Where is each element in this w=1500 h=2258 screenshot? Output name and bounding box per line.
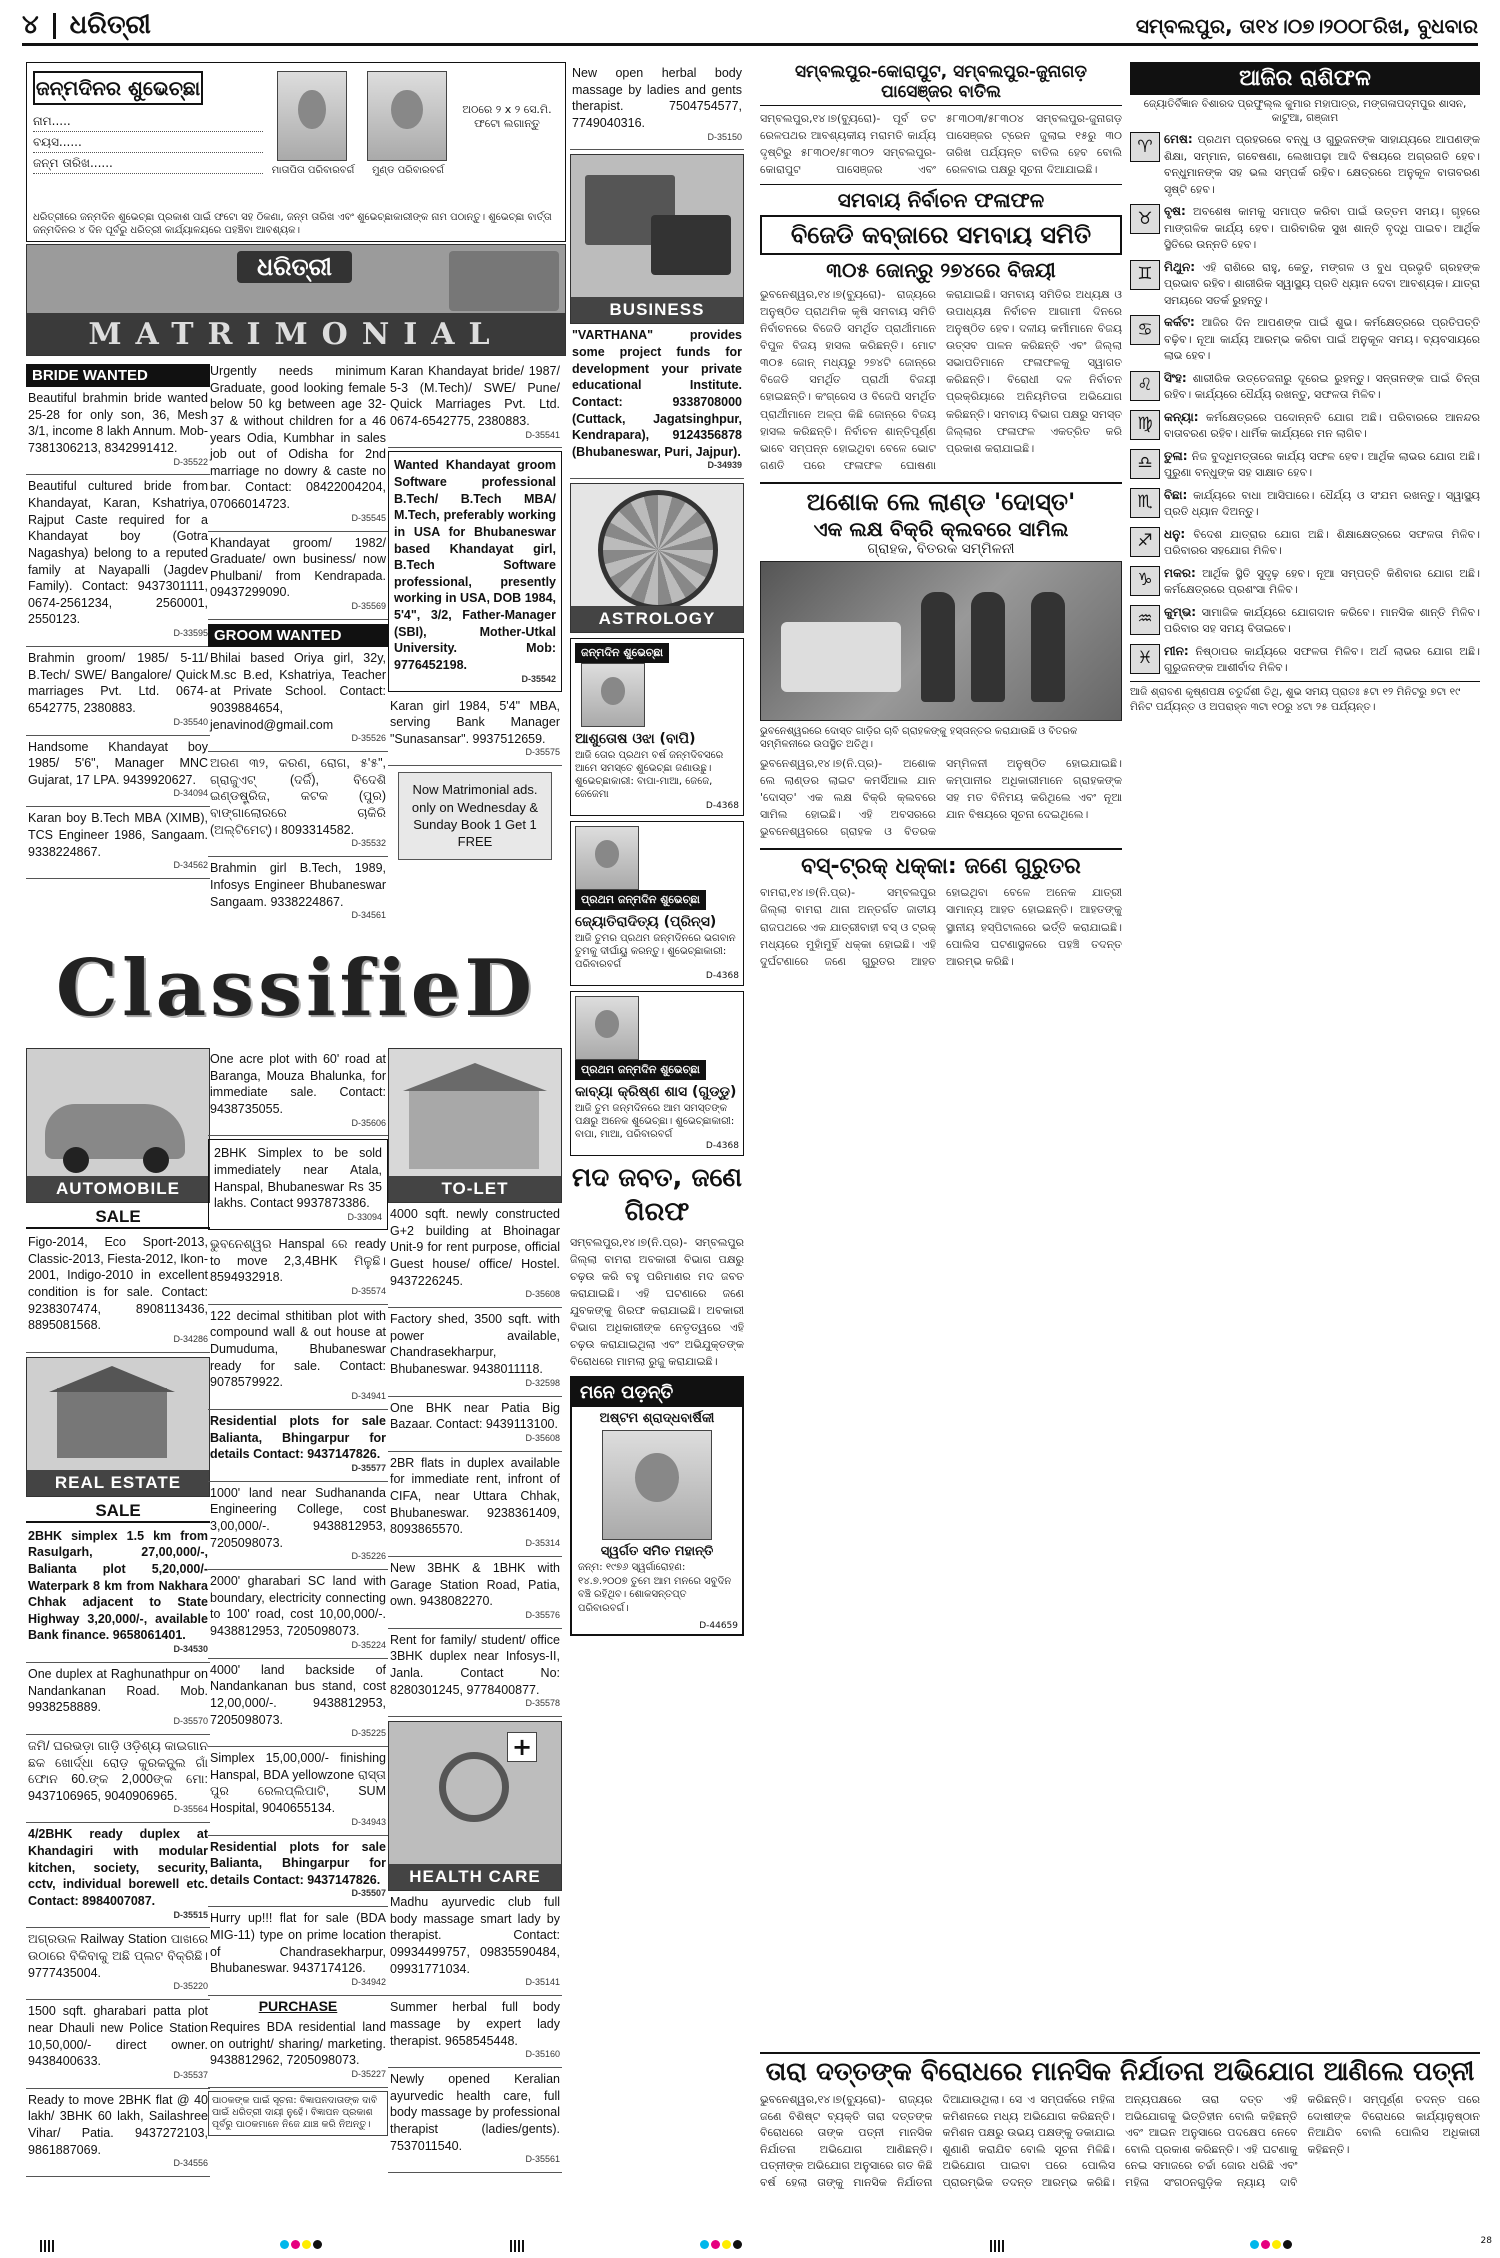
horoscope-sign: [1130, 369, 1480, 404]
business-image: [570, 154, 744, 324]
classified-ad: 2000' gharabari SC land with boundary, electricity connecting to 100' road, cost 10,00,000/-. 9438812953, 7205098073. D-35224: [208, 1570, 388, 1658]
automobile-label: AUTOMOBILE: [27, 1176, 209, 1202]
zodiac-name: ସିଂହ:: [1164, 370, 1187, 385]
obituary-text: ଜନ୍ମ: ୧୯୭୬ ସ୍ୱର୍ଗାରୋହଣ: ୧୪.୭.୨୦୦୭ ତୁମେ ଆମ ମନରେ ସବୁଦିନ ବଞ୍ଚି ରହିଥିବ। ଶୋକସନ୍ତପ୍ତ ପରିବାରବର୍ଗ।: [578, 1562, 732, 1614]
zodiac-forecast: ନିଜ ବୁଦ୍ଧିମତ୍ତାରେ କାର୍ଯ୍ୟ ସଫଳ ହେବ। ଆର୍ଥିକ ଲାଭର ଯୋଗ ଅଛି। ପୁରୁଣା ବନ୍ଧୁଙ୍କ ସହ ସାକ୍ଷାତ ହେବ।: [1164, 449, 1480, 480]
zodiac-icon: ♏: [1130, 488, 1160, 518]
dost-event-photo: [760, 561, 1122, 721]
birthday-message: ଆଜି ତୁମର ପ୍ରଥମ ଜନ୍ମଦିନରେ ଭଗବାନ ତୁମକୁ ଦୀର୍ଘାୟୁ କରନ୍ତୁ। ଶୁଭେଚ୍ଛାକାରୀ: ପରିବାରବର୍ଗ: [575, 933, 736, 971]
automobile-image: [26, 1048, 210, 1203]
classified-ad: Residential plots for sale Balianta, Bhingarpur for details Contact: 9437147826. D-35507: [208, 1836, 388, 1908]
birthday-child-name: ଆଶୁତୋଷ ଓଝା (ବାପି): [575, 731, 696, 748]
classified-ad: ଅଗ୍ରଉଳ Railway Station ପାଖରେ ଉଠାରେ ବିକିବାକୁ ଅଛି ପ୍ଲଟ ବିକ୍ରିଛି। 9777435004. D-35220: [26, 1928, 210, 2000]
cooperative-kicker: ସମବାୟ ନିର୍ବାଚନ ଫଳାଫଳ: [760, 184, 1122, 212]
business-label: BUSINESS: [571, 297, 743, 323]
horoscope-sign: [1130, 313, 1480, 365]
horoscope-sign: [1130, 564, 1480, 599]
zodiac-name: ମେଷ:: [1164, 132, 1193, 147]
registration-bar: [990, 2240, 1004, 2252]
zodiac-forecast: ବିଦେଶ ଯାତ୍ରାର ଯୋଗ ଅଛି। ଶିକ୍ଷାକ୍ଷେତ୍ରରେ ସଫଳତା ମିଳିବ। ପରିବାରର ସହଯୋଗ ମିଳିବ।: [1164, 527, 1480, 558]
accident-headline: ବସ୍-ଟ୍ରକ୍ ଧକ୍କା: ଜଣେ ଗୁରୁତର: [760, 848, 1122, 881]
classified-ad: ଜମି/ ଘରଭଡ଼ା ଗାଡ଼ି ଓଡ଼ିଶ୍ୟ କାଇଗାନ ଛକ ଖୋର୍ଦ୍ଧା ରୋଡ଼ କୁରକନ୍ଗ୍ଲ ଗାଁ ଫୋନ 60.ଙ୍କ 2,000ଙ୍କ ମୋ: 9437106965, 9040906965. D-35564: [26, 1735, 210, 1823]
child-photo: [575, 996, 639, 1060]
color-registration-marks: [1250, 2240, 1292, 2249]
birthday-field-name: ନାମ.....: [33, 111, 263, 132]
classified-ad: 1500 sqft. gharabari patta plot near Dhauli new Police Station 10,50,000/- direct owner. 9438400633. D-35537: [26, 2000, 210, 2088]
page-header-left: [22, 10, 151, 41]
classified-ad: 4000' land backside of Nandankanan bus stand, cost 12,00,000/-. 9438812953, 7205098073. D-35225: [208, 1659, 388, 1747]
birthday-child-name: ଜ୍ୟୋତିରାଦିତ୍ୟ (ପ୍ରିନ୍ସ): [575, 914, 717, 931]
health-care-image: + HEALTH CARE: [388, 1721, 562, 1891]
classified-col-a: [26, 1048, 210, 2236]
zodiac-icon: ♓: [1130, 644, 1160, 674]
classified-ad: New 3BHK & 1BHK with Garage Station Road, Patia, own. 9438082270. D-35576: [388, 1557, 562, 1629]
bride-image: [449, 251, 559, 311]
classified-ad: Residential plots for sale Balianta, Bhingarpur for details Contact: 9437147826. D-35577: [208, 1410, 388, 1482]
matrimonial-ad: Brahmin girl B.Tech, 1989, Infosys Engineer Bhubaneswar Sangaam. 9338224867. D-34561: [208, 857, 388, 928]
color-registration-marks: [700, 2240, 742, 2249]
color-registration-marks: [280, 2240, 322, 2249]
horoscope-author: ଜ୍ୟୋତିର୍ବିଜ୍ଞାନ ବିଶାରଦ ପ୍ରଫୁଲ୍ଲ କୁମାର ମହାପାତ୍ର, ମଙ୍ଗଳାପଦ୍ମପୁର ଶାସନ, କାଟୁଆ, ଗଞ୍ଜାମ: [1143, 98, 1467, 124]
birthday-wish-3: [570, 991, 744, 1156]
train-cancel-story: ସମ୍ବଲପୁର,୧୪।୭(ବ୍ୟୁରୋ)- ପୂର୍ବ ତଟ ରେଳପଥର ଆବଶ୍ୟକୀୟ ମରାମତି କାର୍ଯ୍ୟ ଦୃଷ୍ଟିରୁ ୫୮୩୦୧/୫୮୩୦୨ ସମ୍ବଲପୁର-କୋରାପୁଟ ପାସେଞ୍ଜର ଏବଂ ୫୮୩୦୩/୫୮୩୦୪ ସମ୍ବଲପୁର-ଜୁନାଗଡ଼ ପାସେଞ୍ଜର ଟ୍ରେନ ଜୁଲାଇ ୧୫ରୁ ୩୦ ତାରିଖ ପର୍ଯ୍ୟନ୍ତ ବାତିଲ ହେବ ବୋଲି ରେଳବାଇ ପକ୍ଷରୁ ସୂଚନା ଦିଆଯାଇଛି।: [760, 112, 1122, 177]
page-folio: 28: [1480, 2236, 1492, 2246]
zodiac-forecast: କର୍ମକ୍ଷେତ୍ରରେ ପଦୋନ୍ନତି ଯୋଗ ଅଛି। ପରିବାରରେ ଆନନ୍ଦର ବାତାବରଣ ରହିବ। ଧାର୍ମିକ କାର୍ଯ୍ୟରେ ମନ ଲାଗିବ।: [1164, 410, 1480, 441]
birthday-wish-2: [570, 821, 744, 986]
classified-ad: 4000 sqft. newly constructed G+2 building at Bhoinagar Unit-9 for rent purpose, official Guest house/ office/ Hostel. 9437226245. D-35608: [388, 1203, 562, 1308]
zodiac-name: ବୃଷ:: [1164, 204, 1186, 219]
matrimonial-ad: ଅରଣ ୩୨, କରଣ, ରୋଗ, ୫'୫", ଗ୍ରାଜୁଏଟ୍ (ଦର୍ଜି), ବିଦେଶି ଇଣ୍ଡଷ୍ଟ୍ରିଜ, କଟକ (ପୁର) ବାଙ୍ଗାଲୋରରେ ଚାକିରି (ଅଲ୍‌ଟିମେଟ୍)। 8093314582. D-35532: [208, 752, 388, 857]
ad-code: D-4368: [705, 801, 739, 812]
zodiac-forecast: ସାମାଜିକ କାର୍ଯ୍ୟରେ ଯୋଗଦାନ କରିବେ। ମାନସିକ ଶାନ୍ତି ମିଳିବ। ପରିବାର ସହ ସମୟ ବିତାଇବେ।: [1164, 605, 1480, 636]
birthday-panel: [26, 62, 566, 242]
classified-ad: One duplex at Raghunathpur on Nandankanan Road. Mob. 9938258889. D-35570: [26, 1663, 210, 1735]
zodiac-name: ମିଥୁନ:: [1164, 259, 1196, 274]
zodiac-forecast: ପ୍ରଥମ ପ୍ରହରରେ ବନ୍ଧୁ ଓ ଗୁରୁଜନଙ୍କ ସାହାଯ୍ୟରେ ଆପଣଙ୍କ ଶିକ୍ଷା, ସମ୍ମାନ, ଗବେଷଣା, ଲେଖାପଢ଼ା ଆଦି ବିଷୟରେ ଅଗ୍ରଗତି ହେବ। ବନ୍ଧୁମାନଙ୍କ ସହ ଭଲ ସମ୍ପର୍କ ରହିବ। କ୍ଷେତ୍ରରେ ଅନୁକୂଳ ବାତାବରଣ ସୃଷ୍ଟି ହେବ।: [1164, 133, 1480, 196]
groom-wanted-heading: GROOM WANTED: [208, 624, 388, 647]
horoscope-column: [1130, 62, 1480, 2118]
birthday-photo-1: [277, 71, 347, 161]
birthday-field-dob: ଜନ୍ମ ତାରିଖ......: [33, 153, 263, 174]
birthday-tag: ଜନ୍ମଦିନ ଶୁଭେଚ୍ଛା: [575, 643, 669, 663]
matrimonial-ad: Bhilai based Oriya girl, 32y, M.sc B.ed, Kshatriya, Teacher at Private School. Contact: 9039884654, jenavinod@gmail.com D-35526: [208, 647, 388, 752]
disclaimer-note: ପାଠକଙ୍କ ପାଇଁ ସୂଚନା: ବିଜ୍ଞାପନଦାତାଙ୍କ ଦାବି ପାଇଁ ଧରିତ୍ରୀ ଦାୟୀ ନୁହେଁ। ବିଜ୍ଞାପନ ପ୍ରକାଶ ପୂର୍ବରୁ ପାଠକମାନେ ନିଜେ ଯାଞ୍ଚ କରି ନିଅନ୍ତୁ।: [208, 2091, 388, 2136]
health-care-label: HEALTH CARE: [389, 1864, 561, 1890]
zodiac-name: ମକର:: [1164, 565, 1196, 580]
matrimonial-ad: Karan boy B.Tech MBA (XIMB), TCS Engineer 1986, Sangaam. 9338224867. D-34562: [26, 807, 210, 879]
ad-code: D-4368: [705, 1141, 739, 1152]
birthday-message: ଆଜି ତୋର ପ୍ରଥମ ବର୍ଷ ଜନ୍ମଦିବସରେ ଆମେ ସମସ୍ତେ ଶୁଭେଚ୍ଛା ଜଣାଉଛୁ। ଶୁଭେଚ୍ଛାକାରୀ: ବାପା-ମାଆ, ଜେଜେ, ଜେଜେମା: [575, 750, 724, 801]
dost-story: ଭୁବନେଶ୍ୱର,୧୪।୭(ନି.ପ୍ର)- ଅଶୋକ ଲେ ଲାଣ୍ଡର ଲାଇଟ କମର୍ସିଆଲ ଯାନ 'ଦୋସ୍ତ' ଏକ ଲକ୍ଷ ବିକ୍ରି କ୍ଲବରେ ସାମିଲ ହୋଇଛି। ଏହି ଅବସରରେ ଭୁବନେଶ୍ୱରରେ ଗ୍ରାହକ ଓ ବିତରକ ସମ୍ମିଳନୀ ଅନୁଷ୍ଠିତ ହୋଇଯାଇଛି। କମ୍ପାନୀର ଅଧିକାରୀମାନେ ଗ୍ରାହକଙ୍କ ସହ ମତ ବିନିମୟ କରିଥିଲେ ଏବଂ ନୂଆ ଯାନ ବିଷୟରେ ସୂଚନା ଦେଇଥିଲେ।: [760, 756, 1122, 838]
dost-subheadline-2: ଗ୍ରାହକ, ବିତରକ ସମ୍ମିଳନୀ: [867, 540, 1015, 557]
wide-story: [760, 2052, 1480, 2191]
matrimonial-banner: [26, 244, 566, 356]
zodiac-name: ମୀନ:: [1164, 643, 1189, 658]
astrology-image: [570, 483, 744, 633]
classified-ad: Simplex 15,00,000/- finishing Hanspal, BDA yellowzone ରାସ୍ତା ପୁର ରେଲପ୍ଲିପାଟି, SUM Hospital, 9040655134. D-34943: [208, 1747, 388, 1835]
classified-ad: 4/2BHK ready duplex at Khandagiri with modular kitchen, society, security, cctv, individual borewell etc. Contact: 8984007087. D-35515: [26, 1823, 210, 1928]
wide-story-body: ଭୁବନେଶ୍ୱର,୧୪।୭(ବ୍ୟୁରୋ)- ରାଜ୍ୟର ଜଣେ ବିଶିଷ୍ଟ ବ୍ୟକ୍ତି ତାରା ଦତ୍ତଙ୍କ ବିରୋଧରେ ତାଙ୍କ ପତ୍ନୀ ମାନସିକ ନିର୍ଯାତନା ଅଭିଯୋଗ ଆଣିଛନ୍ତି। ପତ୍ନୀଙ୍କ ଅଭିଯୋଗ ଅନୁସାରେ ଗତ କିଛି ବର୍ଷ ହେଲା ତାଙ୍କୁ ମାନସିକ ନିର୍ଯାତନା ଦିଆଯାଉଥିଲା। ସେ ଏ ସମ୍ପର୍କରେ ମହିଳା କମିଶନରେ ମଧ୍ୟ ଅଭିଯୋଗ କରିଛନ୍ତି। କମିଶନ ପକ୍ଷରୁ ଉଭୟ ପକ୍ଷଙ୍କୁ ଡକାଯାଇ ଶୁଣାଣି କରାଯିବ ବୋଲି ସୂଚନା ମିଳିଛି। ଅଭିଯୋଗ ପାଇବା ପରେ ପୋଲିସ ପ୍ରାରମ୍ଭିକ ତଦନ୍ତ ଆରମ୍ଭ କରିଛି। ଅନ୍ୟପକ୍ଷରେ ତାରା ଦତ୍ତ ଏହି ଅଭିଯୋଗକୁ ଭିତ୍ତିହୀନ ବୋଲି କହିଛନ୍ତି ଏବଂ ଆଇନ ଅନୁସାରେ ପଦକ୍ଷେପ ନେବେ ବୋଲି ପ୍ରକାଶ କରିଛନ୍ତି। ଏହି ଘଟଣାକୁ ନେଇ ସମାଜରେ ଚର୍ଚ୍ଚା ଜୋର ଧରିଛି ଏବଂ ମହିଳା ସଂଗଠନଗୁଡ଼ିକ ନ୍ୟାୟ ଦାବି କରିଛନ୍ତି। ସମ୍ପୂର୍ଣ୍ଣ ତଦନ୍ତ ପରେ ଦୋଷୀଙ୍କ ବିରୋଧରେ କାର୍ଯ୍ୟାନୁଷ୍ଠାନ ନିଆଯିବ ବୋଲି ପୋଲିସ ଅଧିକାରୀ କହିଛନ୍ତି।: [760, 2093, 1480, 2189]
news-column: [760, 62, 1122, 2118]
classified-ad: 2BR flats in duplex available for immediate rent, infront of CIFA, near Uttara Chhak, Bhubaneswar. 9238361409, 8093865570. D-35314: [388, 1452, 562, 1557]
classified-ad: 122 decimal sthitiban plot with compound wall & out house at Dumuduma, Bhubaneswar ready for sale. Contact: 9078579922. D-34941: [208, 1305, 388, 1410]
classified-ad: 2BHK simplex 1.5 km from Rasulgarh, 27,00,000/-, Balianta plot 5,20,000/- Waterpark 8 km from Nakhara Chhak adjacent to State Highway 3,20,000/-, available Bank finance. 9658061401. D-34530: [26, 1525, 210, 1663]
matrimonial-col-b: [208, 360, 388, 928]
obituary-heading: ମନେ ପଡ଼ନ୍ତି: [572, 1378, 742, 1407]
birthday-fields: [33, 111, 263, 174]
zodiac-icon: ♐: [1130, 527, 1160, 557]
sale-heading: SALE: [26, 1501, 210, 1523]
accident-story: ବାମରା,୧୪।୭(ନି.ପ୍ର)- ସମ୍ବଲପୁର ଜିଲ୍ଲା ବାମରା ଥାନା ଅନ୍ତର୍ଗତ ଜାତୀୟ ରାଜପଥରେ ଏକ ଯାତ୍ରୀବାହୀ ବସ୍ ଓ ଟ୍ରକ୍ ମଧ୍ୟରେ ମୁହାଁମୁହିଁ ଧକ୍କା ହୋଇଛି। ଏହି ଦୁର୍ଘଟଣାରେ ଜଣେ ଗୁରୁତର ଆହତ ହୋଇଥିବା ବେଳେ ଅନେକ ଯାତ୍ରୀ ସାମାନ୍ୟ ଆହତ ହୋଇଛନ୍ତି। ଆହତଙ୍କୁ ସ୍ଥାନୀୟ ହସ୍ପିଟାଲରେ ଭର୍ତ୍ତି କରାଯାଇଛି। ପୋଲିସ ଘଟଣାସ୍ଥଳରେ ପହଞ୍ଚି ତଦନ୍ତ ଆରମ୍ଭ କରିଛି।: [760, 886, 1122, 968]
classified-ad: Hurry up!!! flat for sale (BDA MIG-11) type on prime location of Chandrasekharpur, Bhubaneswar. 9437174126. D-34942: [208, 1907, 388, 1995]
child-photo: [581, 663, 645, 727]
classified-ad-varthana: "VARTHANA" provides some project funds for development your private educational Institute. Contact: 9338708000 (Cuttack, Jagatsinghpur, Kendrapara), 9124356878 (Bhubaneswar, Puri, Jajpur). D-34939: [570, 324, 744, 479]
zodiac-icon: ♎: [1130, 449, 1160, 479]
zodiac-forecast: ଶାରୀରିକ ଉତ୍ତେଜନାରୁ ଦୂରେଇ ରୁହନ୍ତୁ। ସନ୍ତାନଙ୍କ ପାଇଁ ଚିନ୍ତା ରହିବ। କାର୍ଯ୍ୟରେ ଧୈର୍ଯ୍ୟ ରଖନ୍ତୁ, ସଫଳତା ମିଳିବ।: [1164, 371, 1480, 402]
zodiac-name: ବିଛା:: [1164, 487, 1188, 502]
birthday-tag: ପ୍ରଥମ ଜନ୍ମଦିନ ଶୁଭେଚ୍ଛା: [575, 1060, 706, 1080]
zodiac-icon: ♒: [1130, 605, 1160, 635]
horoscope-sign: [1130, 202, 1480, 254]
matrimonial-ad: Khandayat groom/ 1982/ Graduate/ own business/ now Phulbani/ from Kendrapada. 09437299090. D-35569: [208, 532, 388, 620]
purchase-heading: PURCHASE: [258, 1997, 338, 2014]
matrimonial-ad-featured: Wanted Khandayat groom Software professional B.Tech/ B.Tech MBA/ M.Tech, preferably working in USA for Bhubaneswar based Khandayat girl, B.Tech Software professional, presently working in USA, DOB 1984, 5'4", 3/2, Father-Manager (SBI), Mother-Utkal University. Mob: 9776452198. D-35542: [388, 451, 562, 691]
page-number-label: ୪: [22, 10, 39, 40]
matrimonial-ad: Beautiful cultured bride from Khandayat, Karan, Kshatriya, Rajput Caste required for a Khandayat boy (Gotra Nagashya) belong to a reputed family at Nayapalli (Jagdev Family). Contact: 9437301111, 0674-2561234, 2560001, 2550123. D-33595: [26, 475, 210, 647]
birthday-message: ଆଜି ତୁମ ଜନ୍ମଦିନରେ ଆମ ସମସ୍ତଙ୍କ ପକ୍ଷରୁ ଅନେକ ଶୁଭେଚ୍ଛା। ଶୁଭେଚ୍ଛାକାରୀ: ବାପା, ମାଆ, ପରିବାରବର୍ଗ: [575, 1103, 735, 1141]
matrimonial-banner-word: MATRIMONIAL: [27, 313, 565, 355]
wide-story-headline: ତାରା ଦତ୍ତଙ୍କ ବିରୋଧରେ ମାନସିକ ନିର୍ଯାତନା ଅଭିଯୋଗ ଆଣିଲେ ପତ୍ନୀ: [760, 2052, 1480, 2088]
dost-headline: ଅଶୋକ ଲେ ଲାଣ୍ଡ 'ଦୋସ୍ତ': [760, 482, 1122, 517]
print-registration-strip: [0, 2240, 1500, 2254]
registration-bar: [40, 2240, 54, 2252]
classified-col-b: [208, 1048, 388, 2236]
registration-bar: [510, 2240, 524, 2252]
astrology-label: ASTROLOGY: [571, 606, 743, 632]
zodiac-name: କୁମ୍ଭ:: [1164, 604, 1197, 619]
birthday-size-note: ଅଠରେ ୨ x ୨ ସେ.ମି. ଫଟୋ ଲଗାନ୍ତୁ: [462, 103, 552, 130]
matrimonial-logo: ଧରିତ୍ରୀ: [237, 251, 352, 283]
matrimonial-col-c: [388, 360, 562, 928]
classified-ad-boxed: 2BHK Simplex to be sold immediately near Atala, Hanspal, Bhubaneswar Rs 35 lakhs. Contact 9937873386. D-33094: [208, 1139, 388, 1229]
classified-ad: Factory shed, 3500 sqft. with power available, Chandrasekharpur, Bhubaneswar. 9438011118. D-32598: [388, 1308, 562, 1396]
zodiac-forecast: ଏହି ରାଶିରେ ରାହୁ, କେତୁ, ମଙ୍ଗଳ ଓ ବୁଧ ପ୍ରଭୃତି ଗ୍ରହଙ୍କ ପ୍ରଭାବ ରହିବ। ଶାରୀରିକ ସ୍ୱାସ୍ଥ୍ୟ ପ୍ରତି ଧ୍ୟାନ ଦେବା ଆବଶ୍ୟକ। ଯାତ୍ରା ସମୟରେ ସତର୍କ ରୁହନ୍ତୁ।: [1164, 260, 1480, 307]
page-header: [22, 8, 1478, 46]
birthday-wish-1: [570, 638, 744, 816]
classified-ad: ଭୁବନେଶ୍ୱର Hanspal ରେ ready to move 2,3,4BHK ମିଳୁଛି। 8594932918. D-35574: [208, 1233, 388, 1305]
zodiac-name: ଧନୁ:: [1164, 526, 1186, 541]
zodiac-name: କର୍କଟ:: [1164, 315, 1195, 330]
sale-heading: SALE: [26, 1207, 210, 1229]
zodiac-name: କନ୍ୟା:: [1164, 409, 1199, 424]
birthday-field-age: ବୟସ......: [33, 132, 263, 153]
to-let-label: TO-LET: [389, 1176, 561, 1202]
birthday-note: ଧରିତ୍ରୀରେ ଜନ୍ମଦିନ ଶୁଭେଚ୍ଛା ପ୍ରକାଶ ପାଇଁ ଫଟୋ ସହ ଠିକଣା, ଜନ୍ମ ତାରିଖ ଏବଂ ଶୁଭେଚ୍ଛାକାରୀଙ୍କ ନାମ ପଠାନ୍ତୁ। ଶୁଭେଚ୍ଛା ବାର୍ତ୍ତା ଜନ୍ମଦିନର ୪ ଦିନ ପୂର୍ବରୁ ଧରିତ୍ରୀ କାର୍ଯ୍ୟାଳୟରେ ପହଞ୍ଚିବା ଆବଶ୍ୟକ।: [33, 212, 552, 236]
zodiac-icon: ♋: [1130, 315, 1160, 345]
horoscope-sign: [1130, 408, 1480, 443]
zodiac-forecast: ଆର୍ଥିକ ସ୍ଥିତି ସୁଦୃଢ଼ ହେବ। ନୂଆ ସମ୍ପତ୍ତି କିଣିବାର ଯୋଗ ଅଛି। କର୍ମକ୍ଷେତ୍ରରେ ପ୍ରଶଂସା ମିଳିବ।: [1164, 566, 1480, 597]
zodiac-icon: ♑: [1130, 566, 1160, 596]
classified-banner: ClassifieD: [55, 942, 537, 1034]
birthday-title: ଜନ୍ମଦିନର ଶୁଭେଚ୍ଛା: [33, 71, 203, 105]
cooperative-headline: ବିଜେଡି କବ୍‌ଜାରେ ସମବାୟ ସମିତି: [760, 215, 1122, 255]
zodiac-icon: ♍: [1130, 410, 1160, 440]
classified-ad: Summer herbal full body massage by expert lady therapist. 9658545448. D-35160: [388, 1996, 562, 2068]
horoscope-sign: [1130, 642, 1480, 677]
real-estate-image: [26, 1357, 210, 1497]
horoscope-sign: [1130, 130, 1480, 198]
matrimonial-ad: Karan girl 1984, 5'4" MBA, serving Bank Manager "Sunasansar". 9937512659. D-35575: [388, 695, 562, 767]
horoscope-sign: [1130, 486, 1480, 521]
classified-ad: New open herbal body massage by ladies and gents therapist. 7504754577, 7749040316. D-35150: [570, 62, 744, 150]
paper-name: ଧରିତ୍ରୀ: [69, 10, 151, 40]
matrimonial-col-a: [26, 360, 210, 928]
classified-ad: Rent for family/ student/ office 3BHK duplex near Infosys-II, Janla. Contact No: 8280301245, 9778400877. D-35578: [388, 1629, 562, 1717]
obituary-name: ସ୍ୱର୍ଗତ ସମିତ ମହାନ୍ତି: [600, 1544, 714, 1560]
matrimonial-ad: Brahmin groom/ 1985/ 5-11/ B.Tech/ SWE/ Bangalore/ Quick marriages Pvt. Ltd. 0674-6542775, 2380883. D-35540: [26, 647, 210, 735]
zodiac-name: ତୁଳା:: [1164, 448, 1188, 463]
zodiac-forecast: ନିଷ୍ଠାପର କାର୍ଯ୍ୟରେ ସଫଳତା ମିଳିବ। ଅର୍ଥ ଲାଭର ଯୋଗ ଅଛି। ଗୁରୁଜନଙ୍କ ଆଶୀର୍ବାଦ ମିଳିବ।: [1164, 644, 1480, 675]
matrimonial-ad: Karan Khandayat bride/ 1987/ 5-3 (M.Tech)/ SWE/ Pune/ Quick Marriages Pvt. Ltd. 0674-6542775, 2380883. D-35541: [388, 360, 562, 448]
photo-caption: ଭୁବନେଶ୍ୱରରେ ଦୋସ୍ତ ଗାଡ଼ିର ଚାବି ଗ୍ରାହକଙ୍କୁ ହସ୍ତାନ୍ତର କରାଯାଉଛି ଓ ବିତରକ ସମ୍ମିଳନୀରେ ଉପସ୍ଥିତ ଅତିଥି।: [760, 725, 1078, 750]
panchanga-note: ଆଜି ଶ୍ରାବଣ କୃଷ୍ଣପକ୍ଷ ଚତୁର୍ଦ୍ଦଶୀ ତିଥି, ଶୁଭ ସମୟ ପ୍ରାତଃ ୫ଟା ୧୨ ମିନିଟରୁ ୭ଟା ୧୯ ମିନିଟ ପର୍ଯ୍ୟନ୍ତ ଓ ଅପରାହ୍ନ ୩ଟା ୧୦ରୁ ୪ଟା ୨୫ ପର୍ଯ୍ୟନ୍ତ।: [1130, 681, 1480, 715]
classified-ad: Newly opened Keralian ayurvedic health care, full body massage by professional therapist (ladies/gents). 7537011540. D-35561: [388, 2068, 562, 2173]
obituary-photo: [602, 1430, 712, 1540]
bride-wanted-heading: BRIDE WANTED: [26, 364, 210, 387]
birthday-photo-2: [367, 71, 447, 161]
horoscope-sign: [1130, 258, 1480, 310]
classified-ad: One acre plot with 60' road at Baranga, Mouza Bhalunka, for immediate sale. Contact: 9438735055. D-35606: [208, 1048, 388, 1136]
obituary-subheading: ଅଷ୍ଟମ ଶ୍ରାଦ୍ଧବାର୍ଷିକୀ: [599, 1411, 715, 1427]
matrimonial-ad: Beautiful brahmin bride wanted 25-28 for only son, 36, Mesh 3/1, income 8 lakh Annum. Mob-7381306213, 8342991412. D-35522: [26, 387, 210, 475]
classified-ad: Requires BDA residential land on outright/ sharing/ marketing. 9438812962, 7205098073. D-35227: [208, 2016, 388, 2088]
zodiac-icon: ♈: [1130, 132, 1160, 162]
zodiac-icon: ♌: [1130, 371, 1160, 401]
classified-ad: One BHK near Patia Big Bazaar. Contact: 9439113100. D-35608: [388, 1397, 562, 1452]
child-photo: [575, 826, 639, 890]
real-estate-label: REAL ESTATE: [27, 1470, 209, 1496]
cooperative-subheadline: ୩୦୫ ଜୋନ୍‌ରୁ ୨୭୪ରେ ବିଜୟୀ: [826, 258, 1056, 283]
zodiac-icon: ♊: [1130, 260, 1160, 290]
dost-subheadline: ଏକ ଲକ୍ଷ ବିକ୍ରି କ୍ଲବରେ ସାମିଲ: [813, 516, 1069, 541]
classified-col-c: [388, 1048, 562, 2236]
classified-ad: Figo-2014, Eco Sport-2013, Classic-2013, Fiesta-2012, Ikon-2001, Indigo-2010 in excellent condition is for sale. Contact: 9238307474, 8908113436, 8895081568. D-34286: [26, 1231, 210, 1353]
crime-headline: ମଦ ଜବତ, ଜଣେ ଗିରଫ: [571, 1163, 743, 1228]
birthday-child-name: କାବ୍ୟା କ୍ରିଷ୍ଣ ଶାସ (ଗୁଡ୍ଡୁ): [575, 1084, 737, 1101]
classified-ad: Madhu ayurvedic club full body massage smart lady by therapist. Contact: 09934499757, 09835590484, 09931771034. D-35141: [388, 1891, 562, 1996]
ad-code: D-44659: [699, 1621, 738, 1632]
birthday-caption-right: ମୁଣ୍ଡ ପରିବାରବର୍ଗ: [372, 165, 444, 176]
business-column: [570, 62, 744, 2232]
classified-ad: Ready to move 2BHK flat @ 40 lakh/ 3BHK 60 lakh, Sailashree Vihar/ Patia. 9437272103, 9861887069. D-34556: [26, 2089, 210, 2177]
horoscope-sign: [1130, 525, 1480, 560]
header-divider: [53, 13, 56, 39]
classified-ad: 1000' land near Sudhananda Engineering College, cost 3,00,000/-. 9438812953, 7205098073. D-35226: [208, 1482, 388, 1570]
matrimonial-promo: Now Matrimonial ads. only on Wednesday & Sunday Book 1 Get 1 FREE: [398, 772, 552, 859]
ad-code: D-4368: [705, 971, 739, 982]
zodiac-forecast: କାର୍ଯ୍ୟରେ ବାଧା ଆସିପାରେ। ଧୈର୍ଯ୍ୟ ଓ ସଂଯମ ରଖନ୍ତୁ। ସ୍ୱାସ୍ଥ୍ୟ ପ୍ରତି ଧ୍ୟାନ ଦିଅନ୍ତୁ।: [1164, 488, 1480, 519]
dateline: ସମ୍ବଲପୁର, ତା୧୪।୦୭।୨୦୦୮ରିଖ, ବୁଧବାର: [1135, 13, 1478, 38]
crime-story: ସମ୍ବଲପୁର,୧୪।୭(ନି.ପ୍ର)- ସମ୍ବଲପୁର ଜିଲ୍ଲା ବାମରା ଅବକାରୀ ବିଭାଗ ପକ୍ଷରୁ ଚଢ଼ଉ କରି ବହୁ ପରିମାଣର ମଦ ଜବତ କରାଯାଇଛି। ଏହି ଘଟଣାରେ ଜଣେ ଯୁବକଙ୍କୁ ଗିରଫ କରାଯାଇଛି। ଅବକାରୀ ବିଭାଗ ଅଧିକାରୀଙ୍କ ନେତୃତ୍ୱରେ ଏହି ଚଢ଼ଉ କରାଯାଇଥିଲା ଏବଂ ଅଭିଯୁକ୍ତଙ୍କ ବିରୋଧରେ ମାମଲା ରୁଜୁ କରାଯାଇଛି।: [570, 1236, 744, 1369]
zodiac-icon: ♉: [1130, 204, 1160, 234]
horoscope-sign: [1130, 447, 1480, 482]
matrimonial-ad: Handsome Khandayat boy 1985/ 5'6", Manager MNC Gujarat, 17 LPA. 9439920627. D-34094: [26, 736, 210, 808]
train-cancel-headline: ସମ୍ବଲପୁର-କୋରାପୁଟ, ସମ୍ବଲପୁର-ଜୁନାଗଡ଼ ପାସେଞ୍ଜର ବାତିଲ: [760, 62, 1122, 106]
birthday-caption-left: ମାତାପିତା ପରିବାରବର୍ଗ: [271, 165, 355, 176]
horoscope-list: [1130, 130, 1480, 677]
matrimonial-ad: Urgently needs minimum Graduate, good looking female below 50 kg between age 32-37 & without children for a 46 years Odia, Kumbhar in sales job out of Odisha for 2nd marriage no dowry & caste no bar. Contact: 08422004204, 07066014723. D-35545: [208, 360, 388, 532]
zodiac-forecast: ଅବଶେଷ କାମକୁ ସମାପ୍ତ କରିବା ପାଇଁ ଉତ୍ତମ ସମୟ। ଗୃହରେ ମାଙ୍ଗଳିକ କାର୍ଯ୍ୟ ହେବ। ପାରିବାରିକ ସୁଖ ଶାନ୍ତି ବୃଦ୍ଧି ପାଇବ। ଆର୍ଥିକ ସ୍ଥିତିରେ ଉନ୍ନତି ହେବ।: [1164, 205, 1480, 252]
birthday-tag: ପ୍ରଥମ ଜନ୍ମଦିନ ଶୁଭେଚ୍ଛା: [575, 890, 706, 910]
cooperative-story: ଭୁବନେଶ୍ୱର,୧୪।୭(ବ୍ୟୁରୋ)- ରାଜ୍ୟରେ ଅନୁଷ୍ଠିତ ପ୍ରାଥମିକ କୃଷି ସମବାୟ ସମିତି ନିର୍ବାଚନରେ ବିଜେଡି ସମର୍ଥିତ ପ୍ରାର୍ଥୀମାନେ ବିପୁଳ ବିଜୟ ହାସଲ କରିଛନ୍ତି। ମୋଟ ୩୦୫ ଜୋନ୍‌ ମଧ୍ୟରୁ ୨୭୪ଟି ଜୋନ୍‌ରେ ବିଜେଡି ସମର୍ଥିତ ପ୍ରାର୍ଥୀ ବିଜୟୀ ହୋଇଛନ୍ତି। କଂଗ୍ରେସ ଓ ବିଜେପି ସମର୍ଥିତ ପ୍ରାର୍ଥୀମାନେ ଅଳ୍ପ କିଛି ଜୋନ୍‌ରେ ବିଜୟ ହାସଲ କରିଛନ୍ତି। ନିର୍ବାଚନ ଶାନ୍ତିପୂର୍ଣ୍ଣ ଭାବେ ସମ୍ପନ୍ନ ହୋଇଥିବା ବେଳେ ଭୋଟ ଗଣତି ପରେ ଫଳାଫଳ ଘୋଷଣା କରାଯାଇଛି। ସମବାୟ ସମିତିର ଅଧ୍ୟକ୍ଷ ଓ ଉପାଧ୍ୟକ୍ଷ ନିର୍ବାଚନ ଆଗାମୀ ଦିନରେ ଅନୁଷ୍ଠିତ ହେବ। ଦଳୀୟ କର୍ମୀମାନେ ବିଜୟ ଉତ୍ସବ ପାଳନ କରିଛନ୍ତି ଏବଂ ଜିଲ୍ଲା ସଭାପତିମାନେ ଫଳାଫଳକୁ ସ୍ୱାଗତ କରିଛନ୍ତି। ବିରୋଧୀ ଦଳ ନିର୍ବାଚନ ପ୍ରକ୍ରିୟାରେ ଅନିୟମିତତା ଅଭିଯୋଗ କରିଛନ୍ତି। ସମବାୟ ବିଭାଗ ପକ୍ଷରୁ ସମସ୍ତ ଜିଲ୍ଲାର ଫଳାଫଳ ଏକତ୍ରିତ କରି ପ୍ରକାଶ କରାଯାଇଛି।: [760, 288, 1122, 472]
horoscope-heading: ଆଜିର ରାଶିଫଳ: [1130, 62, 1480, 95]
zodiac-forecast: ଆଜିର ଦିନ ଆପଣଙ୍କ ପାଇଁ ଶୁଭ। କର୍ମକ୍ଷେତ୍ରରେ ପ୍ରତିପତ୍ତି ବଢ଼ିବ। ନୂଆ କାର୍ଯ୍ୟ ଆରମ୍ଭ କରିବା ପାଇଁ ଅନୁକୂଳ ସମୟ। ବ୍ୟବସାୟରେ ଲାଭ ହେବ।: [1164, 316, 1480, 363]
to-let-image: [388, 1048, 562, 1203]
obituary-box: [570, 1376, 744, 1636]
horoscope-sign: [1130, 603, 1480, 638]
